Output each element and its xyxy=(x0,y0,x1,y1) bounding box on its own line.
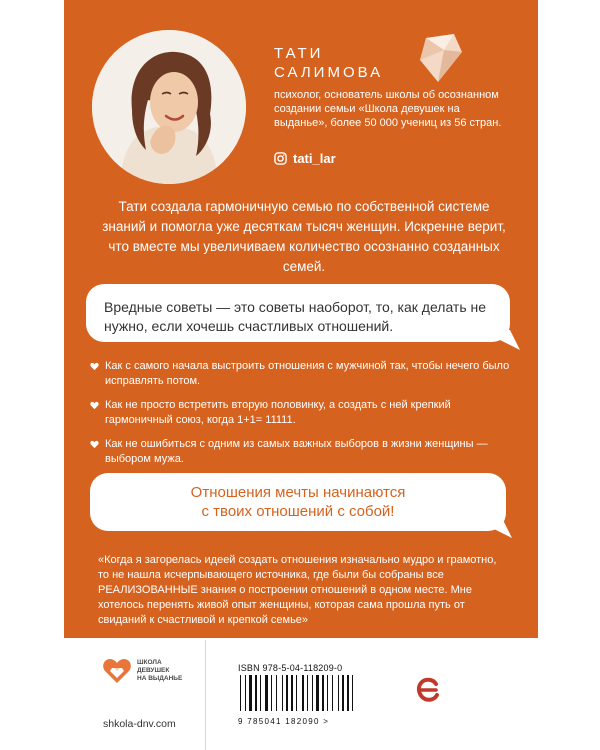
barcode-bar xyxy=(282,675,283,711)
barcode-bar xyxy=(327,675,328,711)
school-logo-line-2: ДЕВУШЕК xyxy=(137,667,170,674)
isbn-text: ISBN 978-5-04-118209-0 xyxy=(238,663,343,673)
list-item-text: Как не ошибиться с одним из самых важных выборов в жизни женщины — выбором мужа. xyxy=(105,438,488,465)
list-item xyxy=(90,437,510,467)
barcode-bar xyxy=(286,675,288,711)
instagram-icon xyxy=(274,152,287,165)
barcode-bar xyxy=(307,675,308,711)
heart-bullet-icon xyxy=(90,362,99,371)
barcode-bar xyxy=(276,675,277,711)
footer-divider xyxy=(205,640,206,750)
barcode-bar xyxy=(312,675,313,711)
barcode-number: 9 785041 182090 > xyxy=(238,717,330,726)
author-quote: «Когда я загорелась идеей создать отношения изначально мудро и грамотно, то не нашла исчерпывающего источника, где были бы собраны все РЕАЛИЗОВАННЫЕ знания о построении отношений в одном месте. Мне хотелось перенять живой опыт женщины, которая сама прошла путь от свиданий к счастливой и крепкой семье» xyxy=(98,554,497,626)
list-item xyxy=(90,359,510,389)
author-first-name: ТАТИ xyxy=(274,45,324,62)
school-logo-line-1: ШКОЛА xyxy=(137,659,162,666)
speech-bubble-harmful-advice xyxy=(86,284,510,342)
school-logo-line-3: НА ВЫДАНЬЕ xyxy=(137,675,183,682)
barcode-bar xyxy=(302,675,304,711)
author-photo xyxy=(92,30,246,184)
barcode-bar xyxy=(245,675,246,711)
barcode-bar xyxy=(352,675,353,711)
heart-diamond-logo-icon xyxy=(103,658,131,684)
list-item-text: Как не просто встретить вторую половинку, а создать с ней крепкий гармоничный союз, когда 1+1= 11111. xyxy=(105,399,451,426)
barcode-bar xyxy=(342,675,344,711)
heart-bullet-icon xyxy=(90,401,99,410)
intro-paragraph: Тати создала гармоничную семью по собственной системе знаний и помогла уже десяткам тысяч женщин. Искренне верит, что вместе мы увеличиваем количество осознанно созданных семей. xyxy=(102,199,506,274)
author-name xyxy=(274,44,383,82)
list-item xyxy=(90,398,510,428)
website-url[interactable]: shkola-dnv.com xyxy=(103,718,176,730)
barcode-bar xyxy=(338,675,339,711)
instagram-username: tati_lar xyxy=(293,151,336,166)
author-last-name: САЛИМОВА xyxy=(274,64,384,81)
school-logo-text xyxy=(137,659,189,683)
barcode-bar xyxy=(322,675,324,711)
author-description: психолог, основатель школы об осознанном создании семьи «Школа девушек на выданье», более 50 000 учениц из 56 стран. xyxy=(274,89,502,129)
speech-bubble-tail xyxy=(496,330,522,352)
barcode-bar xyxy=(332,675,333,711)
speech-bubble-dream-relationship xyxy=(90,473,506,531)
list-item-text: Как с самого начала выстроить отношения с мужчиной так, чтобы нечего было исправлять потом. xyxy=(105,360,510,387)
speech-bubble-tail xyxy=(488,518,514,540)
author-portrait-image xyxy=(92,30,246,184)
bubble-line-2: с твоих отношений с собой! xyxy=(201,503,395,520)
heart-bullet-icon xyxy=(90,440,99,449)
barcode-bar xyxy=(240,675,241,711)
barcode-bar xyxy=(260,675,261,711)
barcode-bar xyxy=(291,675,293,711)
instagram-handle[interactable] xyxy=(274,151,336,166)
barcode-bar xyxy=(296,675,297,711)
barcode-bar xyxy=(249,675,252,711)
benefits-list xyxy=(90,359,510,476)
publisher-logo-icon xyxy=(414,675,442,703)
barcode-block xyxy=(238,663,384,725)
back-cover xyxy=(64,0,538,638)
barcode-image xyxy=(238,675,384,711)
barcode-bar xyxy=(316,675,319,711)
barcode-bar xyxy=(265,675,268,711)
barcode-bar xyxy=(255,675,257,711)
barcode-bar xyxy=(271,675,272,711)
bubble-line-1: Отношения мечты начинаются xyxy=(190,484,406,501)
school-logo xyxy=(103,658,189,684)
barcode-bar xyxy=(347,675,349,711)
bubble-text: Вредные советы — это советы наоборот, то, как делать не нужно, если хочешь счастливых отношений. xyxy=(104,299,487,334)
diamond-icon xyxy=(416,32,464,84)
